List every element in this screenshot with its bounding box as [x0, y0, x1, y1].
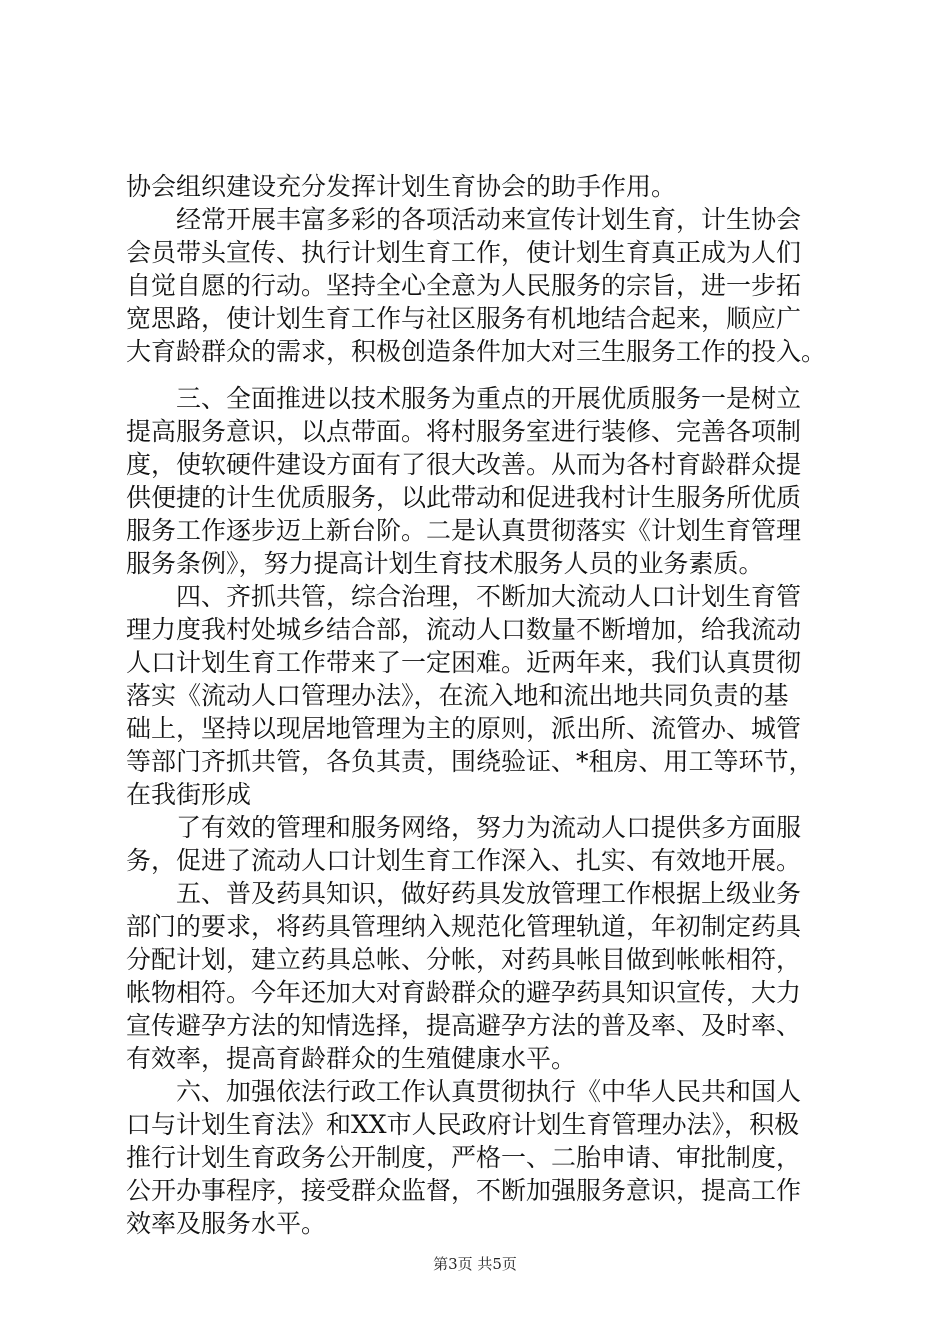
text-line: 落实《流动人口管理办法》，在流入地和流出地共同负责的基: [126, 681, 789, 710]
text-line: 公开办事程序，接受群众监督，不断加强服务意识，提高工作: [126, 1176, 802, 1205]
text-line: 帐物相符。今年还加大对育龄群众的避孕药具知识宣传，大力: [126, 978, 802, 1007]
text-line: 有效率，提高育龄群众的生殖健康水平。: [126, 1044, 577, 1073]
text-line: 度，使软硬件建设方面有了很大改善。从而为各村育龄群众提: [126, 450, 802, 479]
text-line: 推行计划生育政务公开制度，严格一、二胎申请、审批制度，: [126, 1143, 802, 1172]
text-line: 六、加强依法行政工作认真贯彻执行《中华人民共和国人: [176, 1077, 802, 1106]
text-line: 等部门齐抓共管，各负其责，围绕验证、*租房、用工等环节，: [126, 747, 814, 776]
text-line: 三、全面推进以技术服务为重点的开展优质服务一是树立: [176, 384, 802, 413]
text-line: 经常开展丰富多彩的各项活动来宣传计划生育，计生协会: [176, 205, 802, 234]
text-line: 四、齐抓共管，综合治理，不断加大流动人口计划生育管: [176, 582, 802, 611]
text-line: 础上，坚持以现居地管理为主的原则，派出所、流管办、城管: [126, 714, 802, 743]
text-line: 宽思路，使计划生育工作与社区服务有机地结合起来，顺应广: [126, 304, 802, 333]
text-line: 口与计划生育法》和XX市人民政府计划生育管理办法》，积极: [126, 1110, 800, 1139]
text-line: 分配计划，建立药具总帐、分帐，对药具帐目做到帐帐相符，: [126, 945, 802, 974]
text-line: 五、普及药具知识，做好药具发放管理工作根据上级业务: [176, 879, 802, 908]
text-line: 服务工作逐步迈上新台阶。二是认真贯彻落实《计划生育管理: [126, 516, 802, 545]
text-line: 服务条例》，努力提高计划生育技术服务人员的业务素质。: [126, 549, 764, 578]
text-line: 效率及服务水平。: [126, 1209, 327, 1238]
text-line: 大育龄群众的需求，积极创造条件加大对三生服务工作的投入。: [126, 337, 827, 366]
text-line: 务，促进了流动人口计划生育工作深入、扎实、有效地开展。: [126, 846, 802, 875]
text-line: 部门的要求，将药具管理纳入规范化管理轨道，年初制定药具: [126, 912, 802, 941]
text-line: 协会组织建设充分发挥计划生育协会的助手作用。: [126, 172, 677, 201]
text-line: 提高服务意识，以点带面。将村服务室进行装修、完善各项制: [126, 417, 802, 446]
text-line: 了有效的管理和服务网络，努力为流动人口提供多方面服: [176, 813, 802, 842]
text-line: 自觉自愿的行动。坚持全心全意为人民服务的宗旨，进一步拓: [126, 271, 802, 300]
page-number: 第3页 共5页: [433, 1255, 517, 1273]
text-line: 在我街形成: [126, 780, 252, 809]
text-line: 宣传避孕方法的知情选择，提高避孕方法的普及率、及时率、: [126, 1011, 802, 1040]
text-line: 供便捷的计生优质服务，以此带动和促进我村计生服务所优质: [126, 483, 802, 512]
text-line: 理力度我村处城乡结合部，流动人口数量不断增加，给我流动: [126, 615, 802, 644]
text-line: 人口计划生育工作带来了一定困难。近两年来，我们认真贯彻: [126, 648, 802, 677]
text-line: 会员带头宣传、执行计划生育工作，使计划生育真正成为人们: [126, 238, 802, 267]
